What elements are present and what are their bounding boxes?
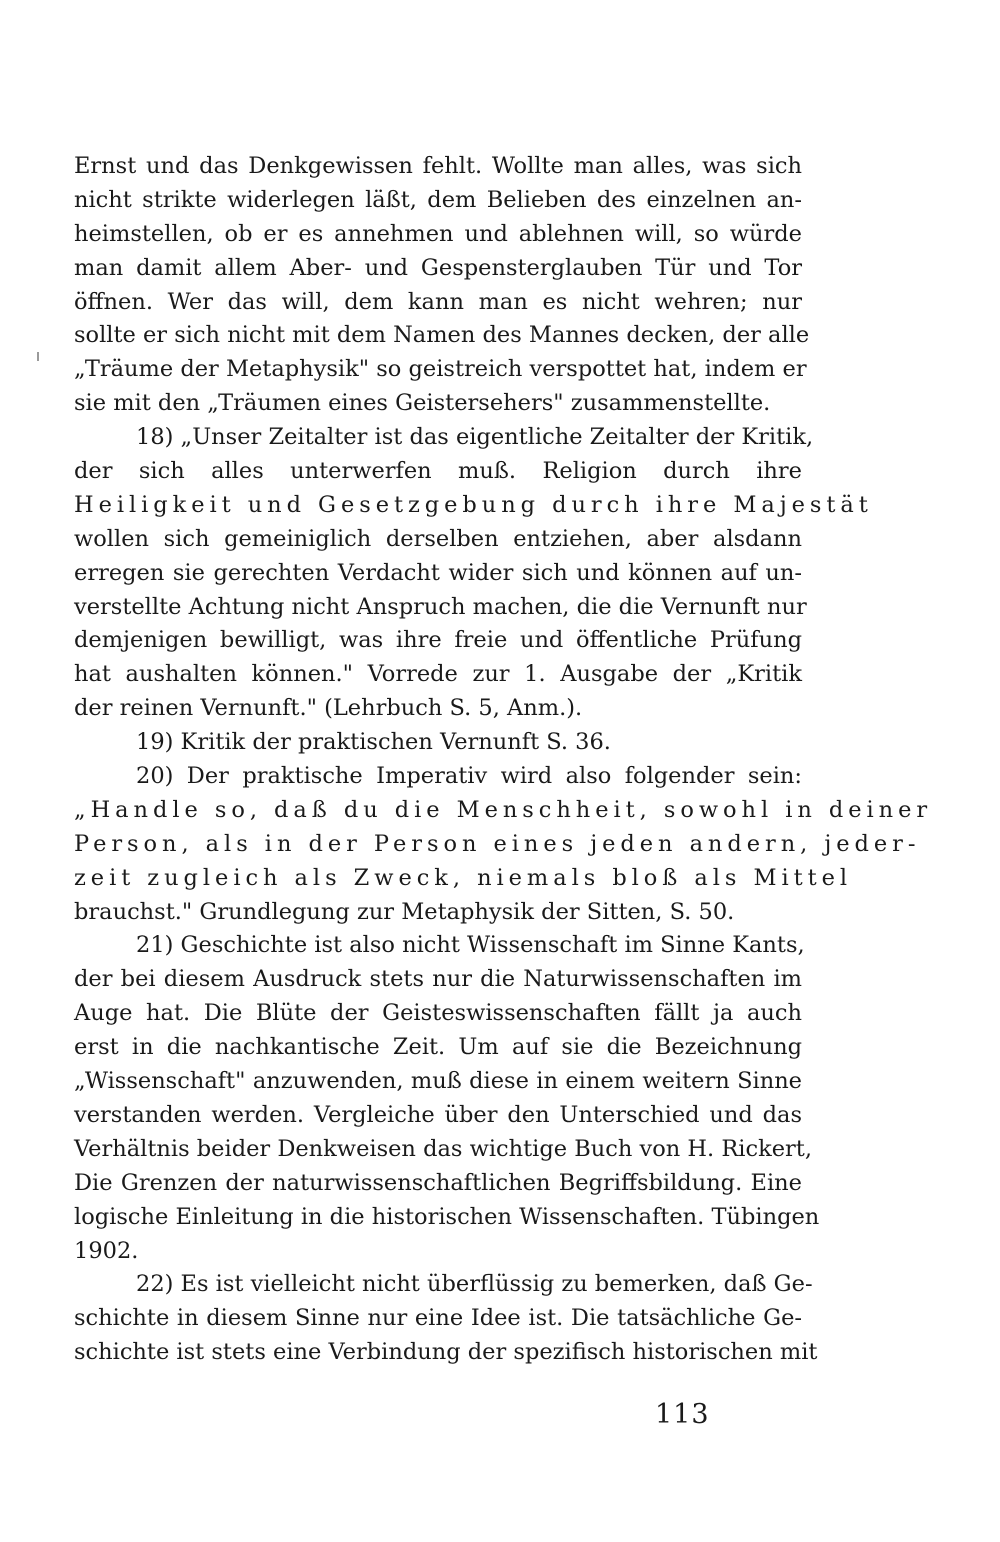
footnote-20-start: 20) Der praktische Imperativ wird also folgender sein: [136, 763, 802, 790]
text-line: schichte in diesem Sinne nur eine Idee ist. Die tatsächliche Ge- [74, 1305, 802, 1332]
text-line: der sich alles unterwerfen muß. Religion durch ihre [74, 458, 802, 485]
text-line: sollte er sich nicht mit dem Namen des Mannes decken, der alle [74, 322, 810, 349]
text-line: zeit zugleich als Zweck, niemals bloß als Mittel [74, 864, 853, 891]
text-line: hat aushalten können." Vorrede zur 1. Ausgabe der „Kritik [74, 661, 802, 688]
footnote-21-start: 21) Geschichte ist also nicht Wissenschaft im Sinne Kants, [136, 932, 805, 959]
text-line: der reinen Vernunft." (Lehrbuch S. 5, Anm.). [74, 695, 583, 722]
text-line: verstanden werden. Vergleiche über den Unterschied und das [74, 1101, 802, 1128]
text-line: Person, als in der Person eines jeden andern, jeder- [74, 830, 921, 857]
text-line: nicht strikte widerlegen läßt, dem Belieben des einzelnen an- [74, 186, 802, 213]
text-line: man damit allem Aber- und Gespensterglauben Tür und Tor [74, 254, 802, 281]
text-line: verstellte Achtung nicht Anspruch machen, die die Vernunft nur [74, 593, 807, 620]
text-line: Die Grenzen der naturwissenschaftlichen Begriffsbildung. Eine [74, 1169, 802, 1196]
page-number: 113 [655, 1399, 710, 1430]
text-line: Ernst und das Denkgewissen fehlt. Wollte man alles, was sich [74, 153, 802, 179]
text-line: wollen sich gemeiniglich derselben entziehen, aber alsdann [74, 525, 802, 552]
text-line: erregen sie gerechten Verdacht wider sich und können auf un- [74, 559, 802, 586]
text-line: „Handle so, daß du die Menschheit, sowohl in deiner [74, 796, 933, 823]
text-line: Verhältnis beider Denkweisen das wichtige Buch von H. Rickert, [74, 1135, 812, 1162]
text-line: der bei diesem Ausdruck stets nur die Naturwissenschaften im [74, 966, 802, 993]
text-line: schichte ist stets eine Verbindung der spezifisch historischen mit [74, 1339, 818, 1366]
text-line: öffnen. Wer das will, dem kann man es nicht wehren; nur [74, 288, 802, 315]
page-body-text [74, 150, 933, 1370]
text-line: logische Einleitung in die historischen Wissenschaften. Tübingen [74, 1203, 820, 1230]
text-line: 1902. [74, 1237, 139, 1264]
text-line: Heiligkeit und Gesetzgebung durch ihre Majestät [74, 491, 873, 518]
footnote-22-start: 22) Es ist vielleicht nicht überflüssig zu bemerken, daß Ge- [136, 1271, 813, 1298]
text-line: sie mit den „Träumen eines Geistersehers" zusammenstellte. [74, 390, 771, 417]
margin-mark [37, 352, 39, 361]
footnote-18-start: 18) „Unser Zeitalter ist das eigentliche Zeitalter der Kritik, [136, 424, 814, 451]
text-line: demjenigen bewilligt, was ihre freie und öffentliche Prüfung [74, 627, 802, 654]
text-line: erst in die nachkantische Zeit. Um auf sie die Bezeichnung [74, 1034, 802, 1061]
text-line: „Träume der Metaphysik" so geistreich verspottet hat, indem er [74, 356, 807, 383]
text-line: heimstellen, ob er es annehmen und ablehnen will, so würde [74, 220, 802, 247]
footnote-19: 19) Kritik der praktischen Vernunft S. 36. [136, 729, 611, 756]
text-line: Auge hat. Die Blüte der Geisteswissenschaften fällt ja auch [74, 1000, 802, 1027]
text-line: brauchst." Grundlegung zur Metaphysik der Sitten, S. 50. [74, 898, 735, 925]
text-line: „Wissenschaft" anzuwenden, muß diese in einem weitern Sinne [74, 1068, 802, 1095]
